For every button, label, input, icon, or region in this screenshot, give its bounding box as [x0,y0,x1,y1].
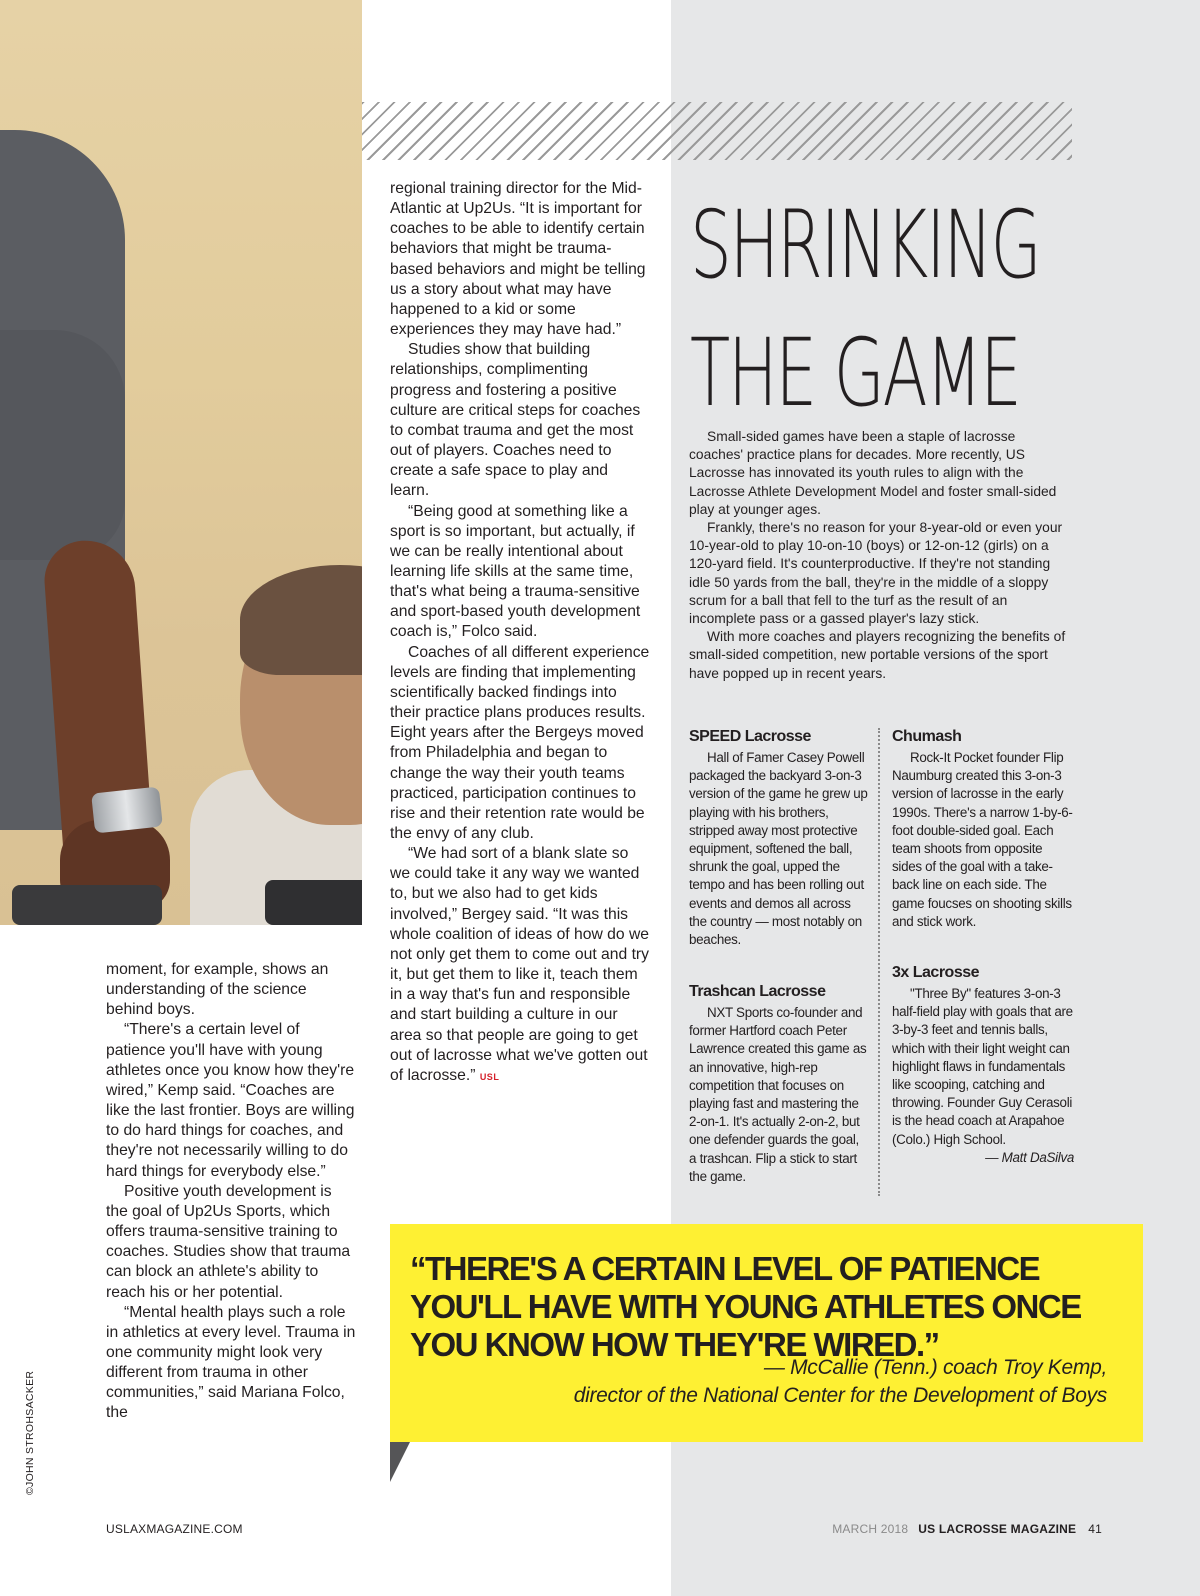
chair-back [12,885,162,925]
paragraph: With more coaches and players recognizing the benefits of small-sided competition, new portable versions of the sport have popped up in recent years. [689,629,1066,681]
author-byline: — Matt DaSilva [985,1149,1074,1165]
3x-lacrosse-item [892,963,1074,1167]
paragraph-text: “We had sort of a blank slate so we could take it any way we wanted to, but we also had to get kids involved,” Bergey said. “It was this whole coalition of ideas of how do we not only get them to come out and try it, but get them to like it, teach them in a way that's fun and responsible and start building a culture in our area so that people are going to get out of lacrosse what we've gotten out of lacrosse.” [390,845,650,1084]
hatched-divider [362,102,1072,160]
item-text: NXT Sports co-founder and former Hartford coach Peter Lawrence created this game as an innovative, high-rep competition that focuses on playing fast and mastering the 2-on-1. It's actually 2-on-2, but one defender guards the goal, a trashcan. Flip a stick to start the game. [689,1005,867,1184]
pull-quote-text: “THERE'S A CERTAIN LEVEL OF PATIENCE YOU'LL HAVE WITH YOUNG ATHLETES ONCE YOU KNOW HOW THEY'RE WIRED.” [410,1250,1081,1363]
item-text: "Three By" features 3-on-3 half-field play with goals that are 3-by-3 feet and tennis balls, which with their light weight can highlight flaws in fundamentals like scooping, catching and throwing. Founder Guy Cerasoli is the head coach at Arapahoe (Colo.) High School. [892,986,1073,1147]
speed-lacrosse-item [689,727,869,949]
item-title: Chumash [892,728,962,745]
page-number: 41 [1088,1522,1102,1536]
item-title: SPEED Lacrosse [689,728,811,745]
item-title: Trashcan Lacrosse [689,983,826,1000]
feature-photo [0,0,362,925]
player-hair [240,565,362,675]
paragraph: Coaches of all different experience levels are finding that implementing scientifically backed findings into their practice plans produces results. Eight years after the Bergeys moved from Philadelphia and began to change the way their youth teams practiced, participation continues to rise and their retention rate would be the envy of any club. [390,643,650,842]
pull-quote-attribution [507,1354,1107,1410]
end-mark: USL [479,1071,500,1082]
item-text: Hall of Famer Casey Powell packaged the backyard 3-on-3 version of the game he grew up playing with his brothers, stripped away most protective equipment, softened the ball, shrunk the goal, upped the tempo and has been rolling out events and demos all across the country — most notably on beaches. [689,750,868,948]
dotted-divider [878,728,880,1196]
magazine-name: US LACROSSE MAGAZINE [918,1522,1077,1536]
attribution-line: — McCallie (Tenn.) coach Troy Kemp, [763,1356,1107,1379]
sidebar-headline [690,182,1040,438]
issue-date: MARCH 2018 [832,1522,909,1536]
pull-quote-tail [390,1442,410,1482]
paragraph: Studies show that building relationships, complimenting progress and fostering a positive culture are critical steps for coaches to combat trauma and get the most out of players. Coaches need to create a safe space to play and learn. [390,341,641,500]
paragraph: Positive youth development is the goal of Up2Us Sports, which offers trauma-sensitive training to coaches. Studies show that trauma can block an athlete's ability to reach his or her potential. [106,1182,351,1301]
wristwatch [91,787,163,834]
article-column-1 [106,960,356,1424]
chair-back [265,880,362,925]
paragraph: moment, for example, shows an understanding of the science behind boys. [106,961,329,1019]
trashcan-lacrosse-item [689,982,869,1186]
coach-sleeve [0,330,125,560]
pull-quote [390,1224,1143,1442]
paragraph: “Being good at something like a sport is so important, but actually, if we can be really intentional about learning life skills at the same time, that's what being a trauma-sensitive and sport-based youth development coach is,” Folco said. [390,502,641,641]
item-title: 3x Lacrosse [892,964,980,981]
paragraph: Frankly, there's no reason for your 8-year-old or even your 10-year-old to play 10-on-10 (boys) or 12-on-12 (girls) on a 120-yard field. It's counterproductive. If they're not standing idle 50 yards from the ball, they're in the middle of a sloppy scrum for a ball that fell to the turf as the result of an incomplete pass or a gassed player's lazy stick. [689,520,1063,627]
photo-credit: ©JOHN STROHSACKER [24,1370,36,1495]
paragraph: “Mental health plays such a role in athletics at every level. Trauma in one community might look very different from trauma in other communities,” said Mariana Folco, the [106,1303,356,1422]
article-column-2 [390,179,650,1087]
paragraph: regional training director for the Mid-Atlantic at Up2Us. “It is important for coaches to be able to identify certain behaviors that might be trauma-based behaviors and might be telling us a story about what may have happened to a kid or some experiences they may have had.” [390,180,646,339]
paragraph: Small-sided games have been a staple of lacrosse coaches' practice plans for decades. More recently, US Lacrosse has innovated its youth rules to align with the Lacrosse Athlete Development Model and foster small-sided play at younger ages. [689,429,1057,517]
headline-line-1: SHRINKING [690,191,1040,300]
item-text: Rock-It Pocket founder Flip Naumburg created this 3-on-3 version of lacrosse in the early 1990s. There's a narrow 1-by-6-foot double-sided goal. Each team shoots from opposite sides of the goal with a take-back line on each side. The game foucses on shooting skills and stick work. [892,750,1073,929]
paragraph: “There's a certain level of patience you'll have with young athletes once you know how they're wired,” Kemp said. “Coaches are like the last frontier. Boys are willing to do hard things for coaches, and they're not necessarily willing to do hard things for everybody else.” [106,1021,355,1180]
sidebar-intro [689,428,1073,683]
footer-website: USLAXMAGAZINE.COM [106,1522,243,1536]
attribution-line: director of the National Center for the Development of Boys [573,1384,1107,1407]
paragraph [390,844,650,1087]
footer-folio [832,1522,1102,1536]
chumash-item [892,727,1074,931]
headline-line-2: THE GAME [690,319,1020,428]
